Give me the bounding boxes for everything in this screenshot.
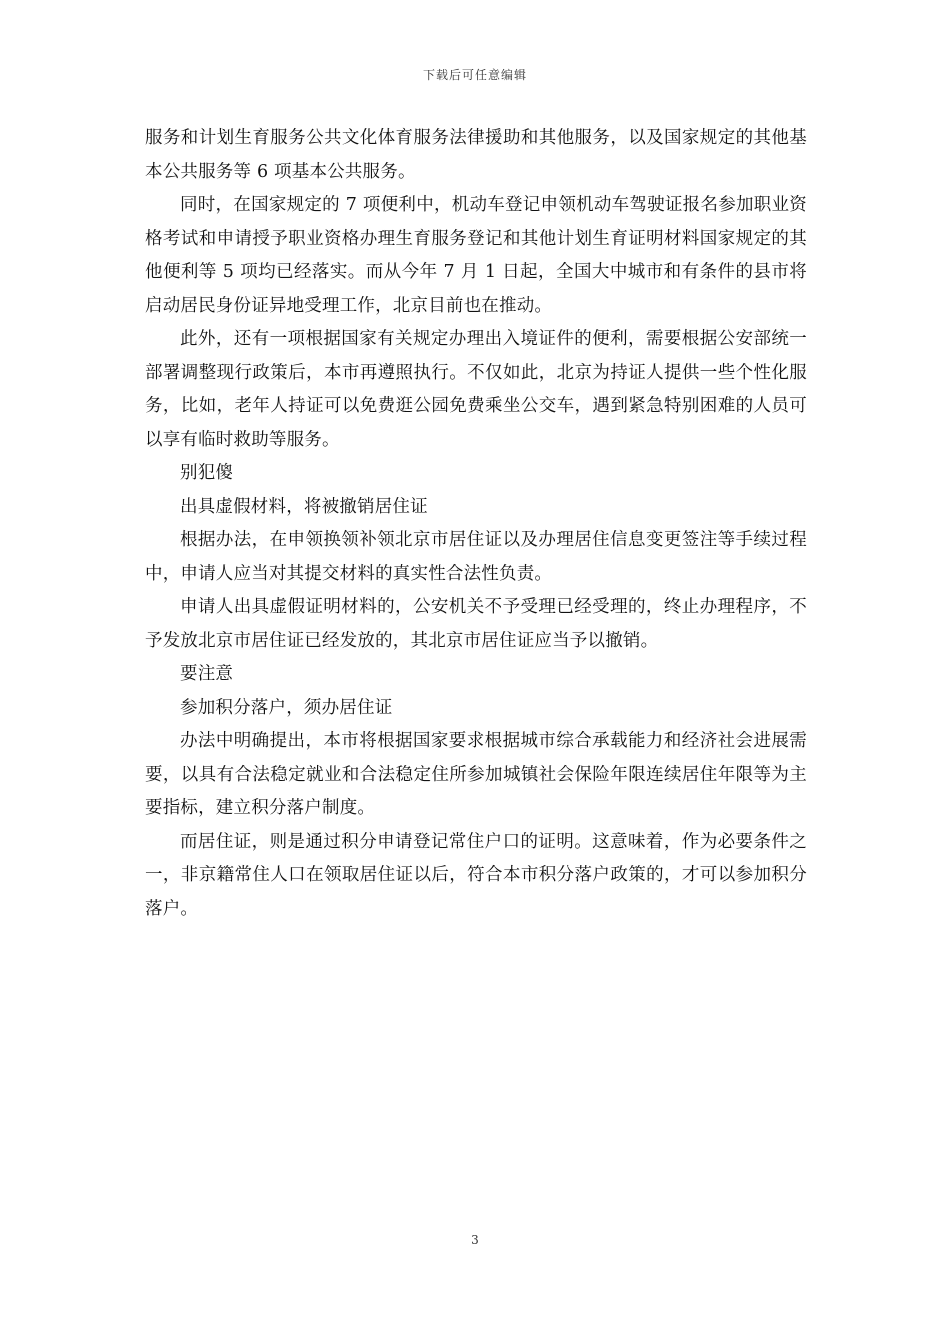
paragraph: 此外，还有一项根据国家有关规定办理出入境证件的便利，需要根据公安部统一部署调整现行政策后，本市再遵照执行。不仅如此，北京为持证人提供一些个性化服务，比如，老年人持证可以免费逛公园免费乘坐公交车，遇到紧急特别困难的人员可以享有临时救助等服务。 bbox=[145, 329, 807, 450]
page-number: 3 bbox=[471, 1233, 479, 1247]
paragraph: 申请人出具虚假证明材料的，公安机关不予受理已经受理的，终止办理程序，不予发放北京市居住证已经发放的，其北京市居住证应当予以撤销。 bbox=[145, 597, 807, 651]
section-heading: 别犯傻 bbox=[180, 463, 234, 483]
page-header: 下载后可任意编辑 bbox=[422, 68, 527, 82]
paragraph: 办法中明确提出，本市将根据国家要求根据城市综合承载能力和经济社会进展需要，以具有合法稳定就业和合法稳定住所参加城镇社会保险年限连续居住年限等为主要指标，建立积分落户制度。 bbox=[145, 731, 807, 818]
section-subheading: 出具虚假材料，将被撤销居住证 bbox=[180, 496, 428, 517]
paragraph: 根据办法，在申领换领补领北京市居住证以及办理居住信息变更签注等手续过程中，申请人应当对其提交材料的真实性合法性负责。 bbox=[145, 530, 807, 584]
section-heading: 要注意 bbox=[180, 664, 234, 684]
section-subheading: 参加积分落户，须办居住证 bbox=[180, 697, 393, 718]
paragraph-continued: 服务和计划生育服务公共文化体育服务法律援助和其他服务，以及国家规定的其他基本公共服务等 6 项基本公共服务。 bbox=[145, 128, 807, 182]
paragraph: 同时，在国家规定的 7 项便利中，机动车登记申领机动车驾驶证报名参加职业资格考试和申请授予职业资格办理生育服务登记和其他计划生育证明材料国家规定的其他便利等 5 项均已经落实。而从今年 7 月 1 日起，全国大中城市和有条件的县市将启动居民身份证异地受理工作，北京目前也在推动。 bbox=[145, 195, 807, 316]
paragraph: 而居住证，则是通过积分申请登记常住户口的证明。这意味着，作为必要条件之一，非京籍常住人口在领取居住证以后，符合本市积分落户政策的，才可以参加积分落户。 bbox=[145, 831, 807, 919]
document-body bbox=[145, 122, 807, 926]
